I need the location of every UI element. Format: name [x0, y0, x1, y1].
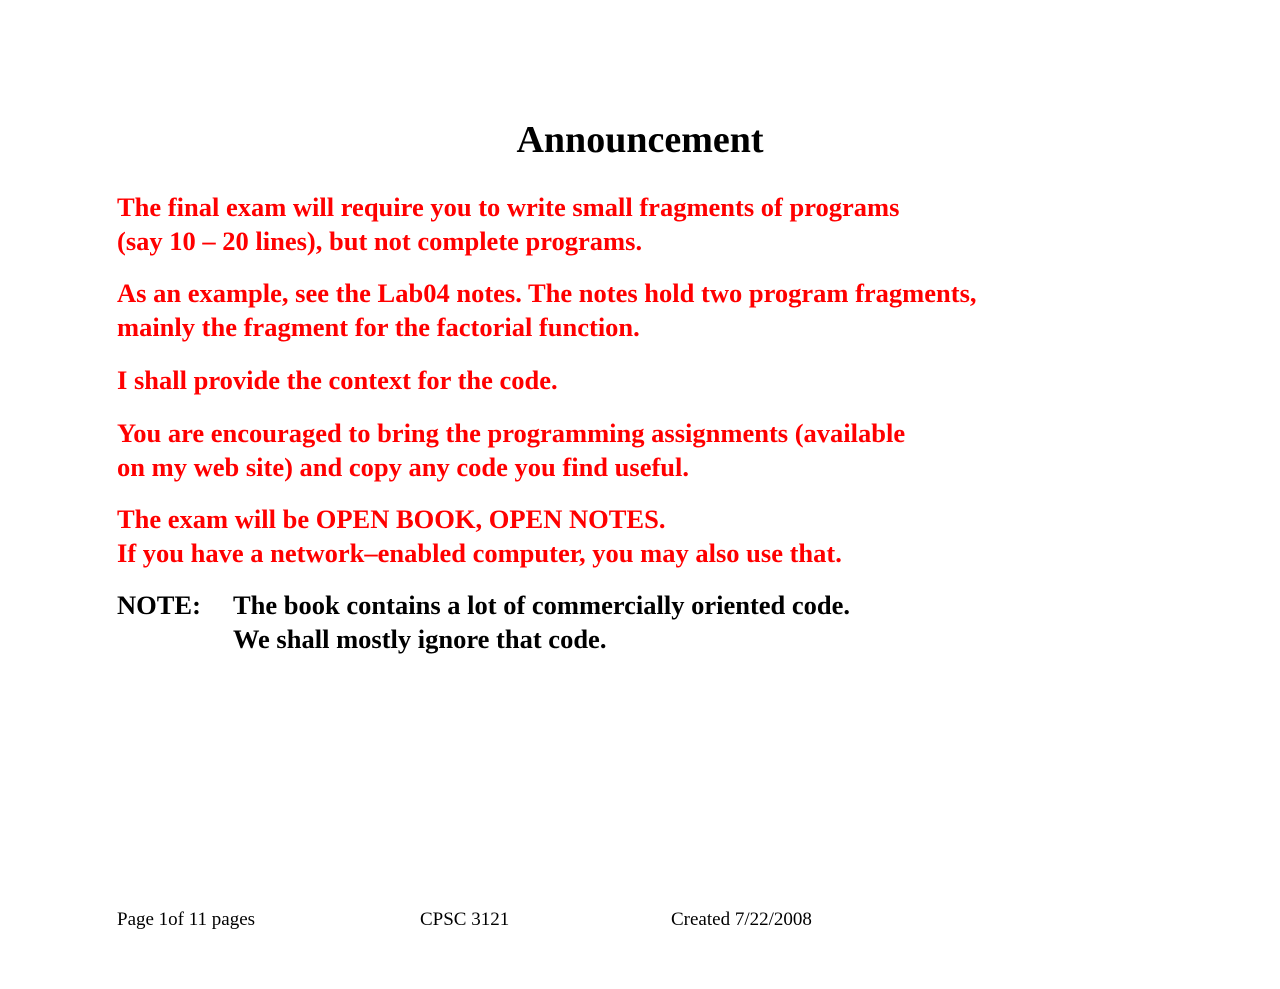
note-label: NOTE: [117, 590, 201, 620]
paragraph-line: You are encouraged to bring the programming assignments (available [117, 418, 906, 448]
footer-page-number: Page 1of 11 pages [117, 909, 256, 930]
paragraph-context [117, 364, 558, 398]
footer-created-date: Created 7/22/2008 [671, 909, 812, 930]
paragraph-line: The exam will be OPEN BOOK, OPEN NOTES. [117, 504, 666, 534]
paragraph-line: (say 10 – 20 lines), but not complete programs. [117, 225, 643, 256]
paragraph-line: I shall provide the context for the code. [117, 365, 558, 395]
paragraph-assignments [117, 417, 905, 484]
paragraph-line: If you have a network–enabled computer, you may also use that. [117, 537, 842, 568]
footer-course: CPSC 3121 [420, 909, 510, 930]
paragraph-line: on my web site) and copy any code you find useful. [117, 451, 690, 482]
paragraph-lab04-example [117, 277, 977, 344]
paragraph-open-book [117, 503, 842, 570]
note-body [233, 589, 850, 656]
paragraph-line: The final exam will require you to write small fragments of programs [117, 192, 900, 222]
paragraph-line: mainly the fragment for the factorial function. [117, 311, 640, 342]
note-line: We shall mostly ignore that code. [233, 623, 607, 654]
note-line: The book contains a lot of commercially oriented code. [233, 590, 851, 620]
paragraph-line: As an example, see the Lab04 notes. The notes hold two program fragments, [117, 278, 977, 308]
paragraph-final-exam [117, 191, 899, 258]
page-title: Announcement [516, 119, 764, 161]
